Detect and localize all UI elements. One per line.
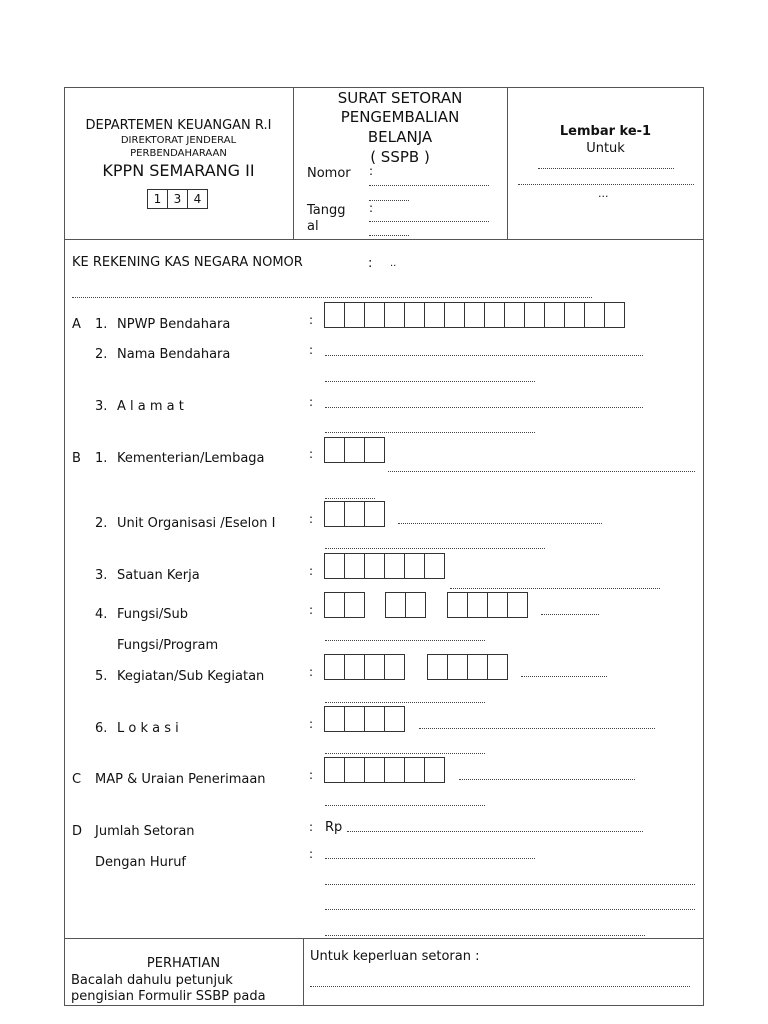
map-boxes[interactable] [324,757,444,783]
npwp-cell[interactable] [384,302,405,328]
kppn-code-digit: 4 [187,189,208,209]
nama-label: Nama Bendahara [117,347,231,362]
kppn-code-digit: 3 [167,189,188,209]
unit-num: 2. [95,516,108,531]
satker-cell[interactable] [364,553,385,579]
map-cell[interactable] [364,757,385,783]
fungsi-colon: : [309,603,314,617]
subkegiatan-cell[interactable] [487,654,508,680]
npwp-boxes[interactable] [324,302,624,328]
nomor-field[interactable] [369,185,489,186]
fungsi-boxes[interactable] [324,592,364,618]
kl-field[interactable] [388,471,695,472]
section-b-letter: B [72,451,81,466]
jumlah-colon: : [309,820,314,834]
kegiatan-cell[interactable] [384,654,405,680]
perhatian-heading: PERHATIAN [146,956,221,971]
lokasi-colon: : [309,717,314,731]
npwp-label: NPWP Bendahara [117,317,231,332]
npwp-cell[interactable] [324,302,345,328]
kegiatan-field-cont[interactable] [325,702,485,703]
npwp-cell[interactable] [604,302,625,328]
alamat-colon: : [309,395,314,409]
lokasi-label: L o k a s i [117,721,179,736]
form-title-2: PENGEMBALIAN [340,108,460,126]
subfungsi-cell[interactable] [385,592,406,618]
satker-boxes[interactable] [324,553,444,579]
map-cell[interactable] [384,757,405,783]
rekening-trail: .. [390,258,397,269]
nama-colon: : [309,343,314,357]
footer-divider [303,938,304,1006]
fungsi-cell[interactable] [324,592,345,618]
map-label: MAP & Uraian Penerimaan [95,772,266,787]
npwp-cell[interactable] [464,302,485,328]
kl-field-cont[interactable] [325,498,375,499]
subfungsi-boxes[interactable] [385,592,425,618]
kegiatan-label: Kegiatan/Sub Kegiatan [117,669,265,684]
satker-colon: : [309,564,314,578]
unit-cell[interactable] [344,501,365,527]
npwp-cell[interactable] [344,302,365,328]
lokasi-field-cont[interactable] [325,753,485,754]
rekening-colon: : [368,256,373,271]
nama-field-cont[interactable] [325,381,535,382]
kegiatan-boxes[interactable] [324,654,404,680]
form-title-1: SURAT SETORAN [337,89,463,107]
huruf-label: Dengan Huruf [95,855,187,870]
subkegiatan-cell[interactable] [427,654,448,680]
npwp-cell[interactable] [544,302,565,328]
npwp-cell[interactable] [404,302,425,328]
kl-boxes[interactable] [324,437,384,463]
satker-label: Satuan Kerja [117,568,200,583]
npwp-cell[interactable] [484,302,505,328]
alamat-label: A l a m a t [117,399,184,414]
kppn-code-digit: 1 [147,189,168,209]
npwp-colon: : [309,313,314,327]
huruf-colon: : [309,847,314,861]
jumlah-field[interactable] [347,831,643,832]
kl-cell[interactable] [344,437,365,463]
program-cell[interactable] [507,592,528,618]
unit-field[interactable] [398,523,602,524]
program-cell[interactable] [447,592,468,618]
tanggal-label-2: al [307,219,319,234]
tanggal-colon: : [369,201,374,215]
section-a-letter: A [72,317,81,332]
alamat-num: 3. [95,399,108,414]
huruf-field[interactable] [325,858,535,859]
npwp-cell[interactable] [424,302,445,328]
nomor-colon: : [369,164,374,178]
header-bottom-line [64,239,704,240]
kl-cell[interactable] [364,437,385,463]
lembar-untuk-field-2[interactable] [518,184,694,185]
fungsi-field-cont[interactable] [325,640,485,641]
nomor-label: Nomor [307,166,351,181]
keperluan-label: Untuk keperluan setoran : [310,949,480,964]
map-colon: : [309,768,314,782]
map-field[interactable] [459,779,635,780]
kl-num: 1. [95,451,108,466]
kegiatan-cell[interactable] [364,654,385,680]
satker-cell[interactable] [344,553,365,579]
subfungsi-cell[interactable] [405,592,426,618]
form-title-4: ( SSPB ) [370,148,430,166]
rekening-label: KE REKENING KAS NEGARA NOMOR [72,255,303,270]
npwp-num: 1. [95,317,108,332]
dept-name: DEPARTEMEN KEUANGAN R.I [85,118,272,133]
kl-label: Kementerian/Lembaga [117,451,265,466]
fungsi-program-label: Fungsi/Program [117,638,219,653]
kppn-code [147,189,207,209]
fungsi-label: Fungsi/Sub [117,607,189,622]
form-title-3: BELANJA [367,128,433,146]
npwp-cell[interactable] [564,302,585,328]
header-divider-2 [507,87,508,239]
kl-cell[interactable] [324,437,345,463]
dirjen-line-1: DIREKTORAT JENDERAL [120,135,237,146]
npwp-cell[interactable] [524,302,545,328]
satker-cell[interactable] [384,553,405,579]
unit-cell[interactable] [364,501,385,527]
section-c-letter: C [72,772,82,787]
fungsi-num: 4. [95,607,108,622]
map-cell[interactable] [344,757,365,783]
satker-cell[interactable] [404,553,425,579]
map-field-cont[interactable] [325,805,485,806]
unit-colon: : [309,512,314,526]
kl-colon: : [309,447,314,461]
perhatian-note-2: pengisian Formulir SSBP pada [71,989,266,1004]
untuk-label: Untuk [586,141,625,156]
satker-cell[interactable] [424,553,445,579]
satker-field[interactable] [450,588,660,589]
nama-num: 2. [95,347,108,362]
fungsi-field[interactable] [541,614,599,615]
map-cell[interactable] [324,757,345,783]
program-boxes[interactable] [447,592,527,618]
rekening-field[interactable] [72,297,592,298]
subkegiatan-boxes[interactable] [427,654,507,680]
map-cell[interactable] [424,757,445,783]
lokasi-boxes[interactable] [324,706,404,732]
perhatian-note-1: Bacalah dahulu petunjuk [71,973,233,988]
tanggal-field[interactable] [369,221,489,222]
unit-cell[interactable] [324,501,345,527]
lembar-label: Lembar ke-1 [559,124,652,139]
npwp-cell[interactable] [364,302,385,328]
footer-top-line [64,938,704,939]
kegiatan-num: 5. [95,669,108,684]
subkegiatan-cell[interactable] [467,654,488,680]
program-cell[interactable] [487,592,508,618]
nama-field[interactable] [325,355,643,356]
npwp-cell[interactable] [584,302,605,328]
npwp-cell[interactable] [504,302,525,328]
lokasi-field[interactable] [419,728,655,729]
kppn-name: KPPN SEMARANG II [102,161,255,180]
unit-boxes[interactable] [324,501,384,527]
kegiatan-cell[interactable] [344,654,365,680]
lokasi-cell[interactable] [324,706,345,732]
unit-field-cont[interactable] [325,548,545,549]
tanggal-field-cont[interactable] [369,235,409,236]
lokasi-num: 6. [95,721,108,736]
dirjen-line-2: PERBENDAHARAAN [130,148,227,159]
lokasi-cell[interactable] [384,706,405,732]
satker-num: 3. [95,568,108,583]
kegiatan-cell[interactable] [324,654,345,680]
alamat-field[interactable] [325,407,643,408]
rp-label: Rp [325,820,343,835]
program-cell[interactable] [467,592,488,618]
unit-label: Unit Organisasi /Eselon I [117,516,276,531]
lokasi-cell[interactable] [364,706,385,732]
map-cell[interactable] [404,757,425,783]
kegiatan-colon: : [309,665,314,679]
keperluan-field[interactable] [310,986,690,987]
fungsi-cell[interactable] [344,592,365,618]
huruf-field-4[interactable] [325,935,645,936]
huruf-field-3[interactable] [325,909,695,910]
npwp-cell[interactable] [444,302,465,328]
kegiatan-field[interactable] [521,676,607,677]
subkegiatan-cell[interactable] [447,654,468,680]
section-d-letter: D [72,824,83,839]
nomor-field-cont[interactable] [369,200,409,201]
satker-cell[interactable] [324,553,345,579]
lembar-untuk-field-1[interactable] [538,168,674,169]
lokasi-cell[interactable] [344,706,365,732]
tanggal-label-1: Tangg [307,203,346,218]
huruf-field-2[interactable] [325,884,695,885]
lembar-ellipsis: ... [598,187,609,200]
jumlah-label: Jumlah Setoran [95,824,195,839]
alamat-field-cont[interactable] [325,432,535,433]
